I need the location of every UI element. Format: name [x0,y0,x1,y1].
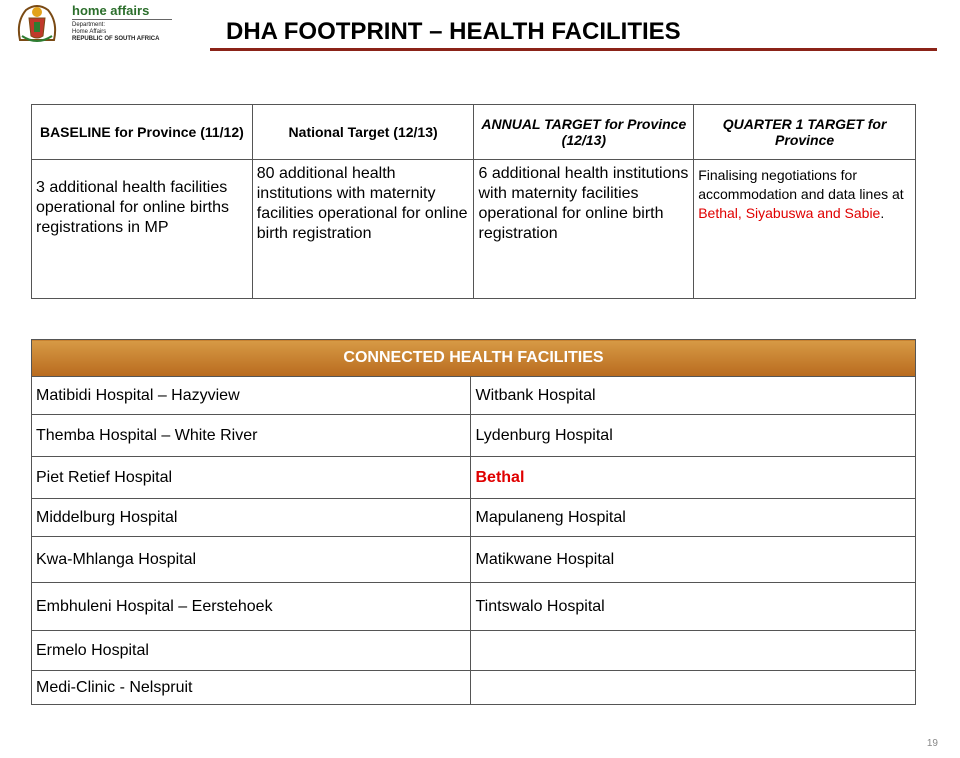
national-target-cell: 80 additional health institutions with maternity facilities operational for online birth registration [252,160,474,299]
brand-rule [72,19,172,20]
facility-left: Medi-Clinic - Nelspruit [32,671,471,705]
dept-line-1: Department: [72,22,106,28]
facilities-table [31,339,916,705]
dha-logo [14,2,174,46]
targets-table [31,104,916,299]
facility-left: Kwa-Mhlanga Hospital [32,537,471,583]
facilities-header-row [32,340,916,377]
facility-right-highlight: Bethal [471,457,916,499]
facility-right [471,631,916,671]
facility-left: Embhuleni Hospital – Eerstehoek [32,583,471,631]
table-row [32,377,916,415]
dept-line-3: REPUBLIC OF SOUTH AFRICA [72,36,160,42]
targets-header-row [32,105,916,160]
coat-of-arms-icon [14,2,60,46]
annual-target-cell: 6 additional health institutions with maternity facilities operational for online birth registration [474,160,694,299]
page-title: DHA FOOTPRINT – HEALTH FACILITIES [226,18,681,45]
title-rule [210,48,937,51]
quarter-target-locations: Bethal, Siyabuswa and Sabie [698,205,881,221]
dept-line-2: Home Affairs [72,29,107,35]
facility-left: Piet Retief Hospital [32,457,471,499]
facility-right: Tintswalo Hospital [471,583,916,631]
facility-left: Matibidi Hospital – Hazyview [32,377,471,415]
header-quarter-target: QUARTER 1 TARGET for Province [694,105,916,160]
facility-right: Mapulaneng Hospital [471,499,916,537]
brand-name: home affairs [72,3,150,18]
facility-left: Ermelo Hospital [32,631,471,671]
quarter-target-end: . [880,205,885,221]
facility-right: Witbank Hospital [471,377,916,415]
table-row [32,499,916,537]
facilities-header: CONNECTED HEALTH FACILITIES [32,340,916,377]
table-row [32,631,916,671]
quarter-target-cell [694,160,916,299]
header-annual-target: ANNUAL TARGET for Province (12/13) [474,105,694,160]
baseline-cell: 3 additional health facilities operational for online births registrations in MP [32,160,253,299]
header-national-target: National Target (12/13) [252,105,474,160]
table-row [32,671,916,705]
facility-left: Themba Hospital – White River [32,415,471,457]
table-row [32,415,916,457]
facility-right: Lydenburg Hospital [471,415,916,457]
facility-left: Middelburg Hospital [32,499,471,537]
targets-row [32,160,916,299]
table-row [32,457,916,499]
facility-right: Matikwane Hospital [471,537,916,583]
header-baseline: BASELINE for Province (11/12) [32,105,253,160]
table-row [32,583,916,631]
quarter-target-text: Finalising negotiations for accommodation and data lines at [698,167,904,202]
table-row [32,537,916,583]
facility-right [471,671,916,705]
page-number: 19 [926,738,938,749]
